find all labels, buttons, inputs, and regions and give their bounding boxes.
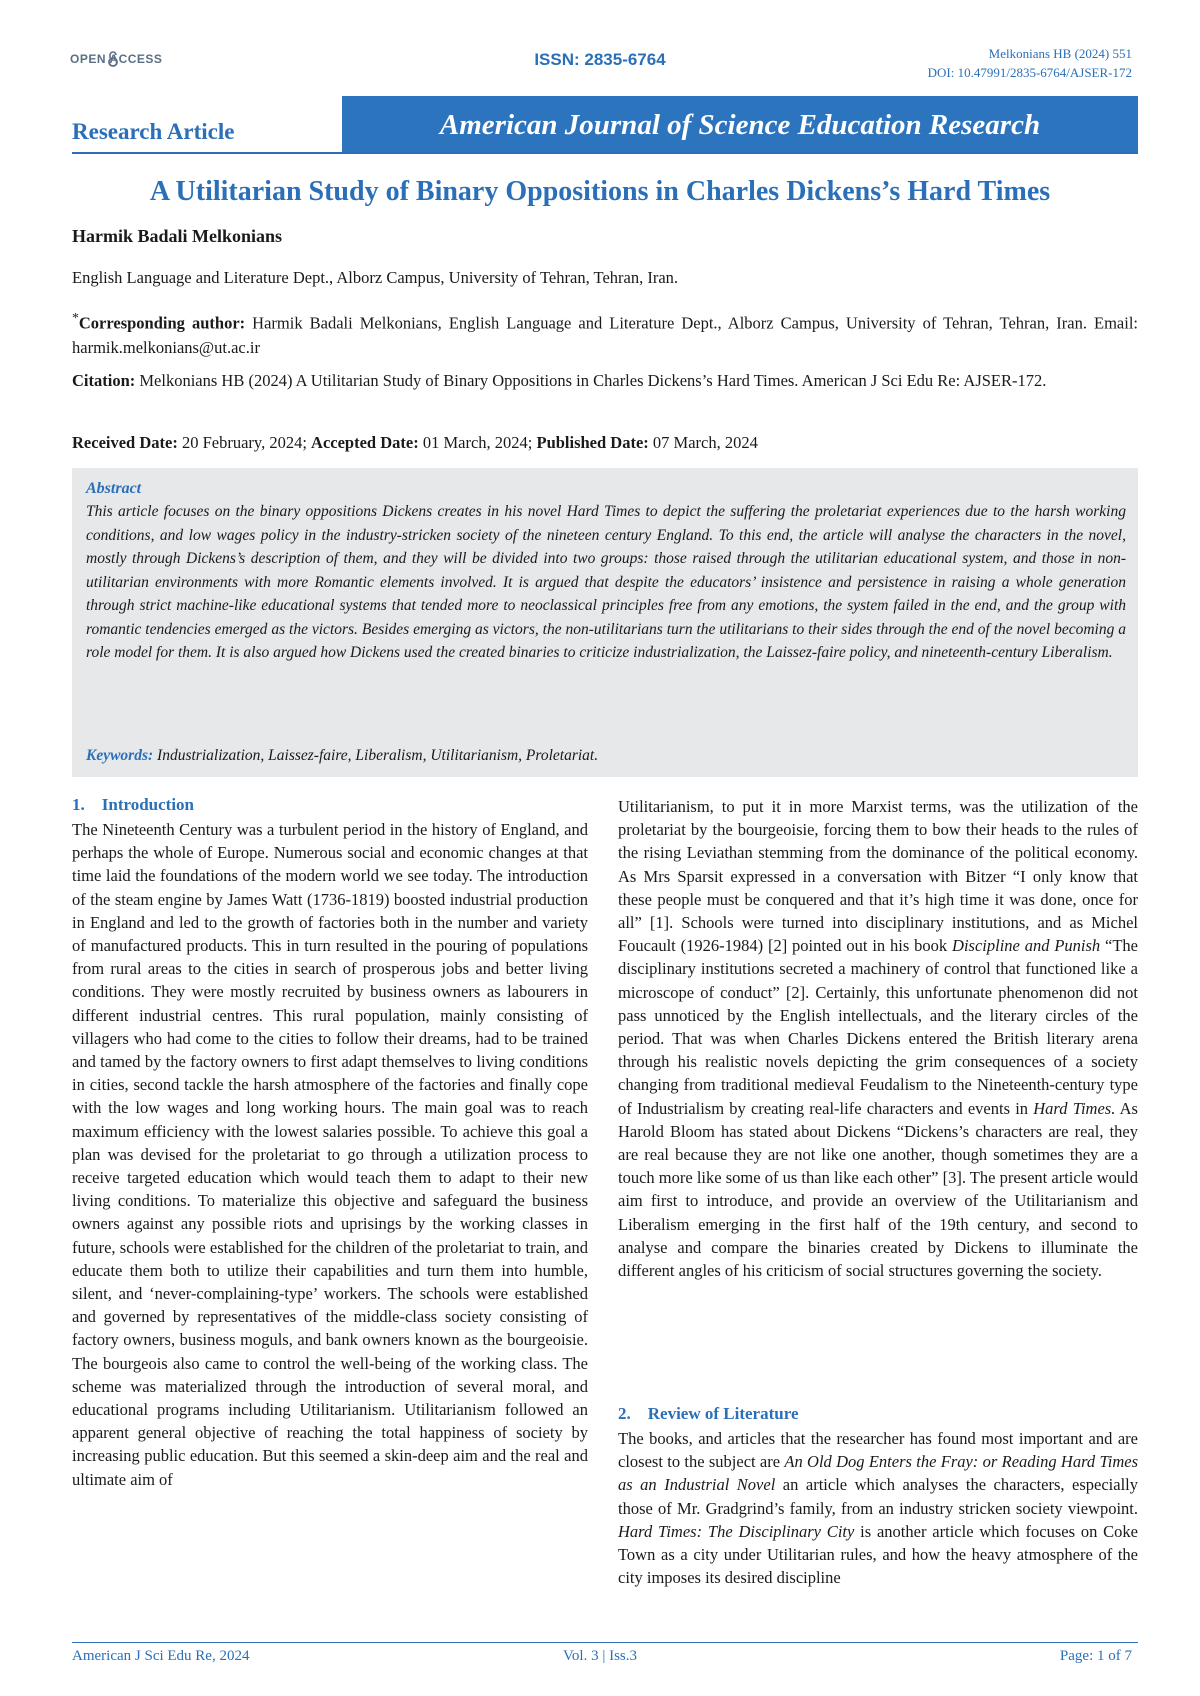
review-article-title-2: Hard Times: The Disciplinary City xyxy=(618,1521,855,1541)
review-paragraph xyxy=(618,1427,1138,1589)
section-heading-introduction: 1. Introduction xyxy=(72,795,195,814)
received-date: 20 February, 2024; xyxy=(177,433,312,452)
accepted-date: 01 March, 2024; xyxy=(418,433,537,452)
review-article-title-1: An Old Dog Enters the Fray: or Reading Hard Times as an Industrial Novel xyxy=(618,1452,1138,1495)
footer-page: Page: 1 of 7 xyxy=(1059,1648,1132,1664)
citation-label: Citation: xyxy=(72,371,136,390)
intro-novel-title: Hard Times. xyxy=(1033,1098,1116,1118)
doi-link[interactable]: DOI: 10.47991/2835-6764/AJSER-172 xyxy=(927,65,1132,80)
keywords-label: Keywords: xyxy=(86,747,154,764)
corresponding-label: Corresponding author: xyxy=(78,313,246,333)
review-text-2: an article which analyses the characters, especially those of Mr. Gradgrind’s family, from an industry stricken society viewpoint. xyxy=(618,1475,1139,1518)
corresponding-text: Harmik Badali Melkonians, English Language and Literature Dept., Alborz Campus, University of Tehran, Tehran, Iran. Email: harmik.melkonians@ut.ac.ir xyxy=(72,313,1138,357)
citation-text: Melkonians HB (2024) A Utilitarian Study of Binary Oppositions in Charles Dickens’s Hard Times. American J Sci Edu Re: AJSER-172. xyxy=(135,371,1047,390)
header-citation-block xyxy=(928,44,1132,82)
corresponding-marker: * xyxy=(72,310,79,325)
paper-title: A Utilitarian Study of Binary Oppositions in Charles Dickens’s Hard Times xyxy=(149,176,1051,207)
introduction-paragraph-left: The Nineteenth Century was a turbulent period in the history of England, and perhaps the whole of Europe. Numerous social and economic changes at that time laid the foundations of the modern world we see today. The introduction of the steam engine by James Watt (1736-1819) boosted industrial production in England and led to the growth of factories both in the number and variety of manufactured products. This in turn resulted in the pouring of populations from rural areas to the cities in search of prosperous jobs and better living conditions. They were mostly recruited by business owners as labourers in different industrial centres. This rural population, mainly consisting of villagers who had come to the cities to follow their dreams, had to be trained and tamed by the factory owners to first adapt themselves to living conditions in cities, second tackle the harsh atmosphere of the factories and finally cope with the low wages and long working hours. The main goal was to reach maximum efficiency with the lowest salaries possible. To achieve this goal a plan was devised for the proletariat to go through a utilization process to receive targeted education which would teach them to adapt to their new living conditions. To materialize this objective and safeguard the business owners against any possible riots and uprisings by the working classes in future, schools were established for the children of the proletariat to train, and educate them both to utilize their capabilities and turn them into humble, silent, and ‘never-complaining-type’ workers. The schools were established and governed by representatives of the middle-class society consisting of factory owners, business moguls, and bank owners known as the bourgeoisie. The bourgeois also came to control the well-being of the working class. The scheme was materialized through the introduction of several moral, and educational programs including Utilitarianism. Utilitarianism followed an apparent general objective of reaching the total happiness of society by increasing public education. But this seemed a skin-deep aim and the real and ultimate aim of xyxy=(72,820,588,1489)
header-citation: Melkonians HB (2024) 551 xyxy=(988,46,1132,61)
footer-divider xyxy=(72,1642,1138,1643)
review-text-1: The books, and articles that the researcher has found most important and are closest to the subject are xyxy=(618,1429,1138,1472)
abstract-text: This article focuses on the binary oppositions Dickens creates in his novel Hard Times to depict the suffering the proletariat experiences due to the harsh working conditions, and low wages policy in the industry-stricken society of the nineteen century England. To this end, the article will analyse the characters in the novel, mostly through Dickens’s description of them, and they will be divided into two groups: those raised through the utilitarian educational system, and those in non-utilitarian environments with more Romantic elements involved. It is argued that despite the educators’ insistence and persistence in raising a whole generation through strict machine-like educational systems that tended more to neoclassical principles free from any emotions, the system failed in the end, and the group with romantic tendencies emerged as the victors. Besides emerging as victors, the non-utilitarians turn the utilitarians to their sides through the end of the novel becoming a role model for them. It is also argued how Dickens used the created binaries to criticize industrialization, the Laissez-faire policy, and nineteenth-century Liberalism. xyxy=(86,503,1126,661)
citation xyxy=(72,369,1138,393)
affiliation: English Language and Literature Dept., Alborz Campus, University of Tehran, Tehran, Iran. xyxy=(72,268,679,287)
published-date: 07 March, 2024 xyxy=(648,433,758,452)
article-type: Research Article xyxy=(72,119,235,144)
intro-text-2: “The disciplinary institutions secreted a machinery of control that functioned like a microscope of conduct” [2]. Certainly, this unfortunate phenomenon did not pass unnoticed by the English intellectuals, and the literary circles of the period. That was when Charles Dickens entered the British literary arena through his realistic novels depicting the grim consequences of a society changing from traditional medieval Feudalism to the Nineteenth-century type of Industrialism by creating real-life characters and events in xyxy=(618,936,1139,1118)
intro-text-3: As Harold Bloom has stated about Dickens “Dickens’s characters are real, they are real because they are not like one another, though sometimes they are a touch more like some of us than like each other” [3]. The present article would aim first to introduce, and provide an overview of the Utilitarianism and Liberalism emerging in the first half of the 19th century, and second to analyse and compare the binaries created by Dickens to illuminate the different angles of his criticism of social structures governing the society. xyxy=(618,1098,1138,1281)
intro-book-title: Discipline and Punish xyxy=(952,936,1101,956)
open-access-text: OPEN ACCESS xyxy=(70,52,163,66)
footer-volume: Vol. 3 | Iss.3 xyxy=(563,1648,637,1664)
journal-name-banner: American Journal of Science Education Research xyxy=(342,96,1138,154)
published-label: Published Date: xyxy=(536,433,649,452)
issn: ISSN: 2835-6764 xyxy=(534,50,666,69)
footer-journal: American J Sci Edu Re, 2024 xyxy=(72,1648,250,1664)
corresponding-author xyxy=(72,306,1138,360)
author-name: Harmik Badali Melkonians xyxy=(72,226,283,246)
section-heading-review: 2. Review of Literature xyxy=(618,1404,799,1423)
received-label: Received Date: xyxy=(72,433,178,452)
dates-line xyxy=(72,431,1138,455)
keywords-list: Industrialization, Laissez-faire, Liberalism, Utilitarianism, Proletariat. xyxy=(153,747,599,764)
accepted-label: Accepted Date: xyxy=(311,433,419,452)
intro-text-1: Utilitarianism, to put it in more Marxist terms, was the utilization of the proletariat by the bourgeoisie, forcing them to bow their heads to the rules of the rising Leviathan stemming from the dominance of the political economy. As Mrs Sparsit expressed in a conversation with Bitzer “I only know that these people must be conquered and that it’s high time it was done, once for all” [1]. Schools were turned into disciplinary institutions, and as Michel Foucault (1926-1984) [2] pointed out in his book xyxy=(618,797,1138,956)
abstract-heading: Abstract xyxy=(86,480,142,497)
introduction-paragraph-right xyxy=(618,795,1138,1282)
review-text-3: is another article which focuses on Coke Town as a city under Utilitarian rules, and how the heavy atmosphere of the city imposes its desired discipline xyxy=(618,1521,1138,1588)
header-divider xyxy=(72,152,1138,154)
keywords xyxy=(86,747,598,765)
